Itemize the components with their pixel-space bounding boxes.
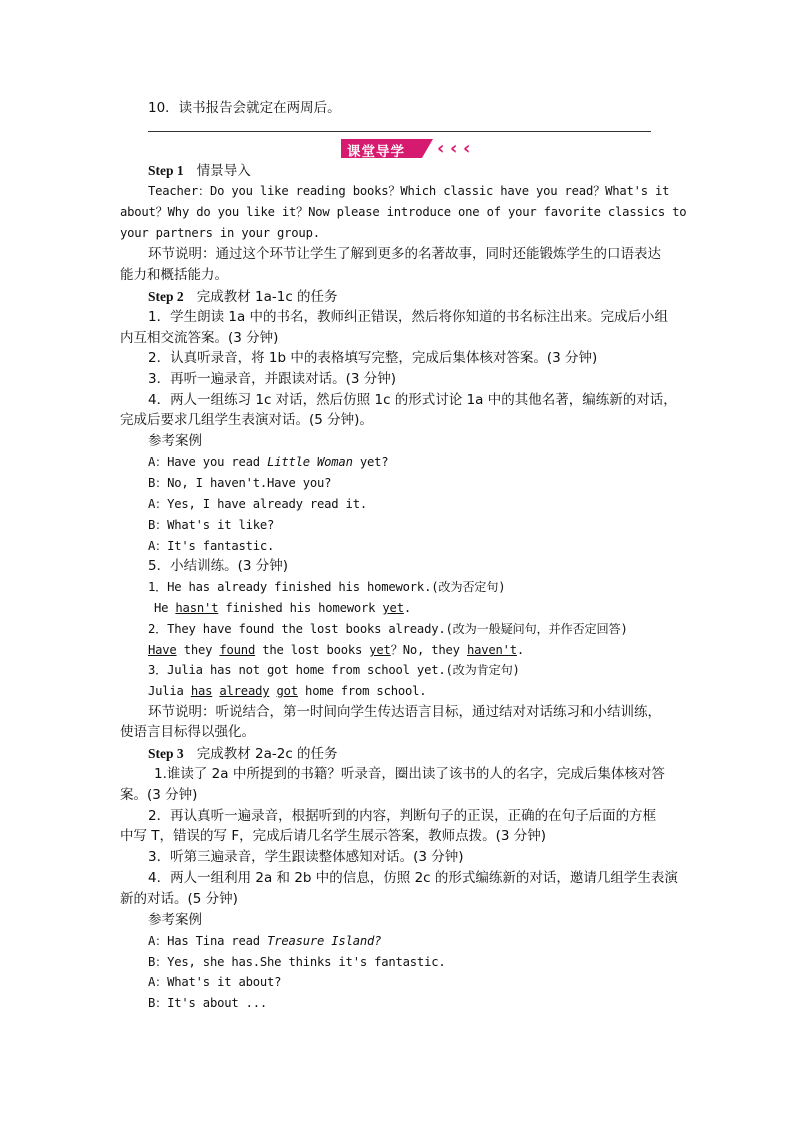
exercise-answer (148, 640, 524, 660)
exercise-answer (154, 598, 411, 618)
divider (148, 131, 651, 132)
step1-heading (148, 160, 251, 181)
task-line: 1．学生朗读 1a 中的书名，教师纠正错误，然后将你知道的书名标注出来。完成后小组 (148, 309, 669, 325)
dialogue-line: A：It's fantastic. (148, 539, 275, 553)
task-line: 中写 T，错误的写 F，完成后请几名学生展示答案，教师点拨。(3 分钟) (120, 828, 547, 844)
exercise-question: 3．Julia has not got home from school yet.(改为肯定句) (148, 663, 520, 677)
task-line: 2．认真听录音，将 1b 中的表格填写完整，完成后集体核对答案。(3 分钟) (148, 350, 598, 366)
answer-blank: has (190, 684, 213, 698)
step2-heading (148, 286, 338, 307)
answer-text: they (176, 643, 220, 657)
dialogue-line (148, 931, 381, 951)
answer-text: the lost books (255, 643, 370, 657)
dialogue-text: yet? (352, 455, 389, 469)
step-label: Step 2 (148, 289, 184, 304)
note-line: 能力和概括能力。 (120, 267, 228, 283)
dialogue-line: A：What's it about? (148, 975, 282, 989)
chevron-left-icon: ‹ (463, 138, 471, 159)
dialogue-text: A：Have you read (148, 455, 268, 469)
step-label: Step 3 (148, 746, 184, 761)
answer-blank: found (219, 643, 256, 657)
answer-text: . (516, 643, 525, 657)
answer-blank: haven't (466, 643, 517, 657)
task-line: 完成后要求几组学生表演对话。(5 分钟)。 (120, 412, 373, 428)
task-line: 案。(3 分钟) (120, 787, 198, 803)
answer-text: Julia (148, 684, 191, 698)
answer-text: ？No, they (390, 643, 467, 657)
dialogue-line: B：It's about ... (148, 996, 268, 1010)
dialogue-line (148, 452, 388, 472)
section-banner (341, 139, 483, 159)
task-line: 5．小结训练。(3 分钟) (148, 558, 289, 574)
teacher-line: about？Why do you like it？Now please introduce one of your favorite classics to (120, 205, 687, 219)
answer-blank: yet (382, 601, 404, 615)
task-line: 新的对话。(5 分钟) (120, 891, 238, 907)
book-title: Treasure Island? (267, 934, 382, 948)
answer-text: home from school. (297, 684, 427, 698)
banner-title: 课堂导学 (347, 144, 405, 160)
dialogue-line: B：What's it like? (148, 518, 275, 532)
note-line: 使语言目标得以强化。 (120, 724, 255, 740)
dialogue-line: A：Yes, I have already read it. (148, 497, 367, 511)
teacher-line: your partners in your group. (120, 226, 320, 240)
dialogue-line: B：No, I haven't.Have you? (148, 476, 332, 490)
teacher-line: Teacher：Do you like reading books？Which classic have you read？What's it (148, 184, 670, 198)
task-line: 2．再认真听一遍录音，根据听到的内容，判断句子的正误，正确的在句子后面的方框 (148, 808, 657, 824)
answer-blank: hasn't (175, 601, 219, 615)
task-line: 内互相交流答案。(3 分钟) (120, 330, 279, 346)
task-line: 3．听第三遍录音，学生跟读整体感知对话。(3 分钟) (148, 849, 464, 865)
step-title: 完成教材 1a-1c 的任务 (196, 289, 338, 305)
exercise-answer (148, 681, 426, 701)
answer-text: finished his homework (218, 601, 383, 615)
task-line: 1.谁读了 2a 中所提到的书籍？听录音，圈出读了该书的人的名字，完成后集体核对答 (154, 766, 665, 782)
chevron-left-icon: ‹ (437, 138, 445, 159)
task-line: 4．两人一组利用 2a 和 2b 中的信息，仿照 2c 的形式编练新的对话，邀请几组学生表演 (148, 870, 678, 886)
note-line: 环节说明：听说结合，第一时间向学生传达语言目标，通过结对对话练习和小结训练， (148, 704, 661, 720)
step-label: Step 1 (148, 163, 184, 178)
task-line: 3．再听一遍录音，并跟读对话。(3 分钟) (148, 371, 397, 387)
step-title: 完成教材 2a-2c 的任务 (196, 746, 338, 762)
answer-blank: already (219, 684, 270, 698)
example-label: 参考案例 (148, 912, 202, 928)
answer-blank: yet (369, 643, 391, 657)
answer-blank: Have (148, 643, 177, 657)
step3-heading (148, 743, 338, 764)
exercise-question: 1．He has already finished his homework.(改为否定句) (148, 580, 506, 594)
dialogue-text: A：Has Tina read (148, 934, 268, 948)
book-title: Little Woman (267, 455, 353, 469)
answer-text: . (403, 601, 411, 615)
step-title: 情景导入 (196, 163, 251, 179)
answer-blank: got (276, 684, 298, 698)
answer-text: He (154, 601, 176, 615)
header-line: 10．读书报告会就定在两周后。 (148, 100, 341, 116)
task-line: 4．两人一组练习 1c 对话，然后仿照 1c 的形式讨论 1a 中的其他名著，编练新的对话， (148, 392, 677, 408)
example-label: 参考案例 (148, 433, 202, 449)
exercise-question: 2．They have found the lost books already.(改为一般疑问句，并作否定回答) (148, 622, 628, 636)
chevron-left-icon: ‹ (450, 138, 458, 159)
dialogue-line: B：Yes, she has.She thinks it's fantastic. (148, 955, 446, 969)
note-line: 环节说明：通过这个环节让学生了解到更多的名著故事，同时还能锻炼学生的口语表达 (148, 246, 661, 262)
